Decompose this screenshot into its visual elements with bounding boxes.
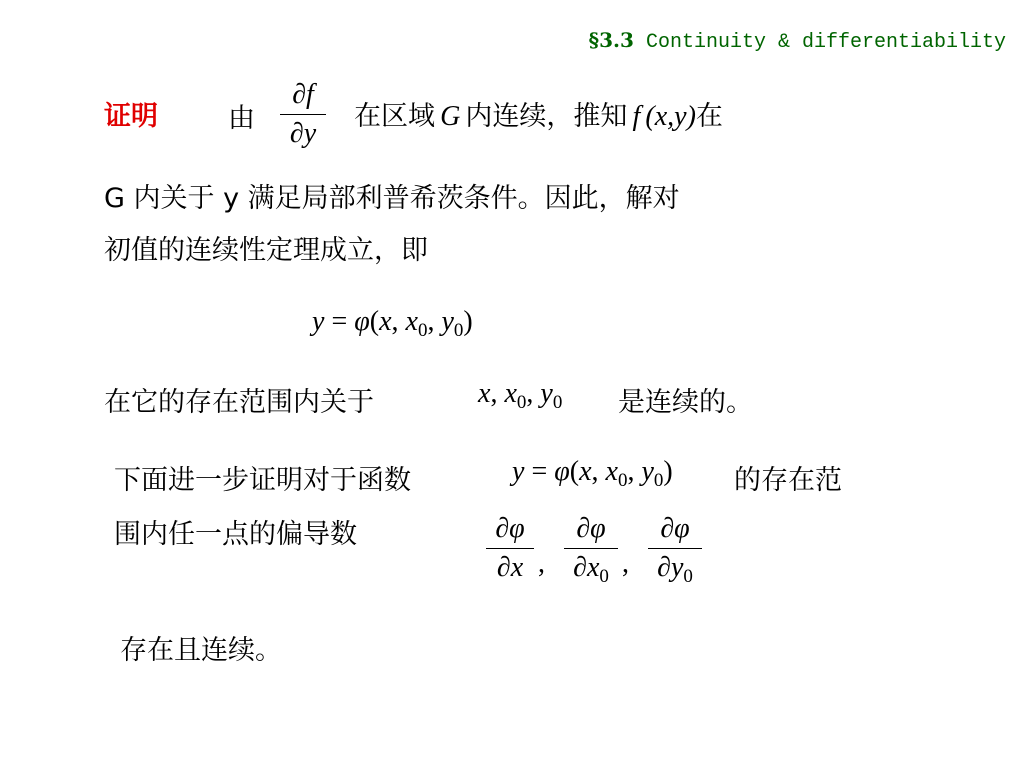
text-line-7: 存在且连续。 [120,635,282,666]
text-line-2: G 内关于 y 满足局部利普希茨条件。因此，解对 [104,183,680,214]
fraction-denominator: ∂y [289,118,317,149]
symbol-f-args: (x,y) [645,101,696,132]
section-header [589,28,1006,54]
section-title: Continuity & differentiability [645,31,1006,54]
partial-separator-2: , [622,548,629,579]
text-line-6: 围内任一点的偏导数 [114,519,357,550]
symbol-f: f [632,101,641,132]
partial-f-y-fraction [280,78,326,151]
text-continuous-infer: 内连续，推知 [465,101,628,132]
fraction-numerator: ∂f [292,79,314,110]
solution-equation: y = φ(x, $x_0$, $y_0$) [312,306,473,341]
text-line-5-pre: 下面进一步证明对于函数 [114,465,411,496]
solution-equation-inline: y = φ(x, $x_0$, $y_0$) [512,456,673,491]
partial-phi-y0-fraction: ∂φ $\partial y_0$ [648,512,702,588]
partial-phi-x0-fraction: ∂φ $\partial x_0$ [564,512,618,588]
proof-label: 证明 [104,101,158,132]
partial-separator-1: , [538,548,545,579]
section-number: §3.3 [588,28,634,52]
text-by: 由 [228,103,255,134]
fraction-bar [280,114,326,115]
line1-rest [354,94,723,133]
text-at: 在 [695,101,723,132]
text-line-5-post: 的存在范 [734,465,842,496]
partial-phi-x-fraction: ∂φ ∂x [486,512,534,588]
text-line-4-post: 是连续的。 [618,387,753,418]
continuous-vars: x, $x_0$, $y_0$ [478,378,563,413]
text-line-4-pre: 在它的存在范围内关于 [104,387,374,418]
text-in-region: 在区域 [354,101,435,132]
text-line-3: 初值的连续性定理成立，即 [104,235,428,266]
symbol-G: G [440,101,461,132]
